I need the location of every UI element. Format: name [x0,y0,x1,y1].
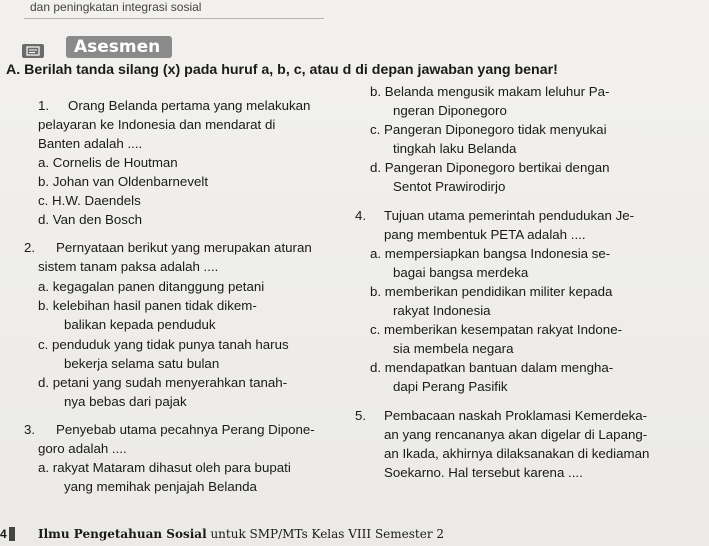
answer-option[interactable]: a. mempersiapkan bangsa Indonesia se- [370,246,611,261]
answer-option[interactable]: a. Cornelis de Houtman [38,155,178,170]
answer-option-continuation: tingkah laku Belanda [393,141,517,156]
answer-option[interactable]: b. kelebihan hasil panen tidak dikem- [38,298,257,313]
question-5-line: an Ikada, akhirnya dilaksanakan di kediaman [384,446,650,461]
answer-option-continuation: yang memihak penjajah Belanda [64,479,257,494]
question-4-line: Tujuan utama pemerintah pendudukan Je- [384,208,635,223]
question-4-line: pang membentuk PETA adalah .... [384,227,586,242]
book-title-rest: untuk SMP/MTs Kelas VIII Semester 2 [206,527,445,541]
answer-option[interactable]: d. Pangeran Diponegoro bertikai dengan [370,160,610,175]
question-1-line: Banten adalah .... [38,136,143,151]
answer-option[interactable]: c. H.W. Daendels [38,193,141,208]
answer-option[interactable]: b. Belanda mengusik makam leluhur Pa- [370,84,610,99]
answer-option-continuation: rakyat Indonesia [393,303,491,318]
answer-option[interactable]: b. memberikan pendidikan militer kepada [370,284,613,299]
question-3-line: goro adalah .... [38,441,127,456]
previous-section-text: dan peningkatan integrasi sosial [30,0,202,14]
answer-option[interactable]: c. memberikan kesempatan rakyat Indone- [370,322,623,337]
answer-option-continuation: Sentot Prawirodirjo [393,179,506,194]
answer-option-continuation: bekerja selama satu bulan [64,356,220,371]
answer-option-continuation: sia membela negara [393,341,514,356]
question-number-3: 3. [24,422,36,437]
question-1-line: Orang Belanda pertama yang melakukan [68,98,311,113]
answer-option[interactable]: c. penduduk yang tidak punya tanah harus [38,337,289,352]
answer-option[interactable]: b. Johan van Oldenbarnevelt [38,174,209,189]
answer-option-continuation: nya bebas dari pajak [64,394,187,409]
book-title [38,527,444,541]
question-number-2: 2. [24,240,36,255]
instruction-text: A. Berilah tanda silang (x) pada huruf a, b, c, atau d di depan jawaban yang benar! [6,62,558,78]
answer-option-continuation: bagai bangsa merdeka [393,265,529,280]
answer-option[interactable]: a. rakyat Mataram dihasut oleh para bupati [38,460,291,475]
answer-option[interactable]: d. Van den Bosch [38,212,142,227]
question-1-line: pelayaran ke Indonesia dan mendarat di [38,117,276,132]
question-number-4: 4. [355,208,367,223]
question-5-line: an yang rencananya akan digelar di Lapang- [384,427,648,442]
question-3-line: Penyebab utama pecahnya Perang Dipone- [56,422,315,437]
answer-option[interactable]: a. kegagalan panen ditanggung petani [38,279,265,294]
answer-option-continuation: balikan kepada penduduk [64,317,216,332]
footer-marker [9,527,15,541]
question-5-line: Pembacaan naskah Proklamasi Kemerdeka- [384,408,648,423]
question-number-1: 1. [38,98,50,113]
question-number-5: 5. [355,408,367,423]
answer-option[interactable]: d. petani yang sudah menyerahkan tanah- [38,375,288,390]
question-2-line: sistem tanam paksa adalah .... [38,259,219,274]
answer-option-continuation: dapi Perang Pasifik [393,379,508,394]
answer-option[interactable]: d. mendapatkan bantuan dalam mengha- [370,360,614,375]
question-5-line: Soekarno. Hal tersebut karena .... [384,465,583,480]
page-number: 4 [0,527,7,541]
divider [24,18,324,19]
answer-option-continuation: ngeran Diponegoro [393,103,507,118]
section-title: Asesmen [66,36,172,58]
question-2-line: Pernyataan berikut yang merupakan aturan [56,240,312,255]
book-title-bold: Ilmu Pengetahuan Sosial [38,527,207,541]
answer-option[interactable]: c. Pangeran Diponegoro tidak menyukai [370,122,607,137]
assessment-icon [22,44,44,58]
